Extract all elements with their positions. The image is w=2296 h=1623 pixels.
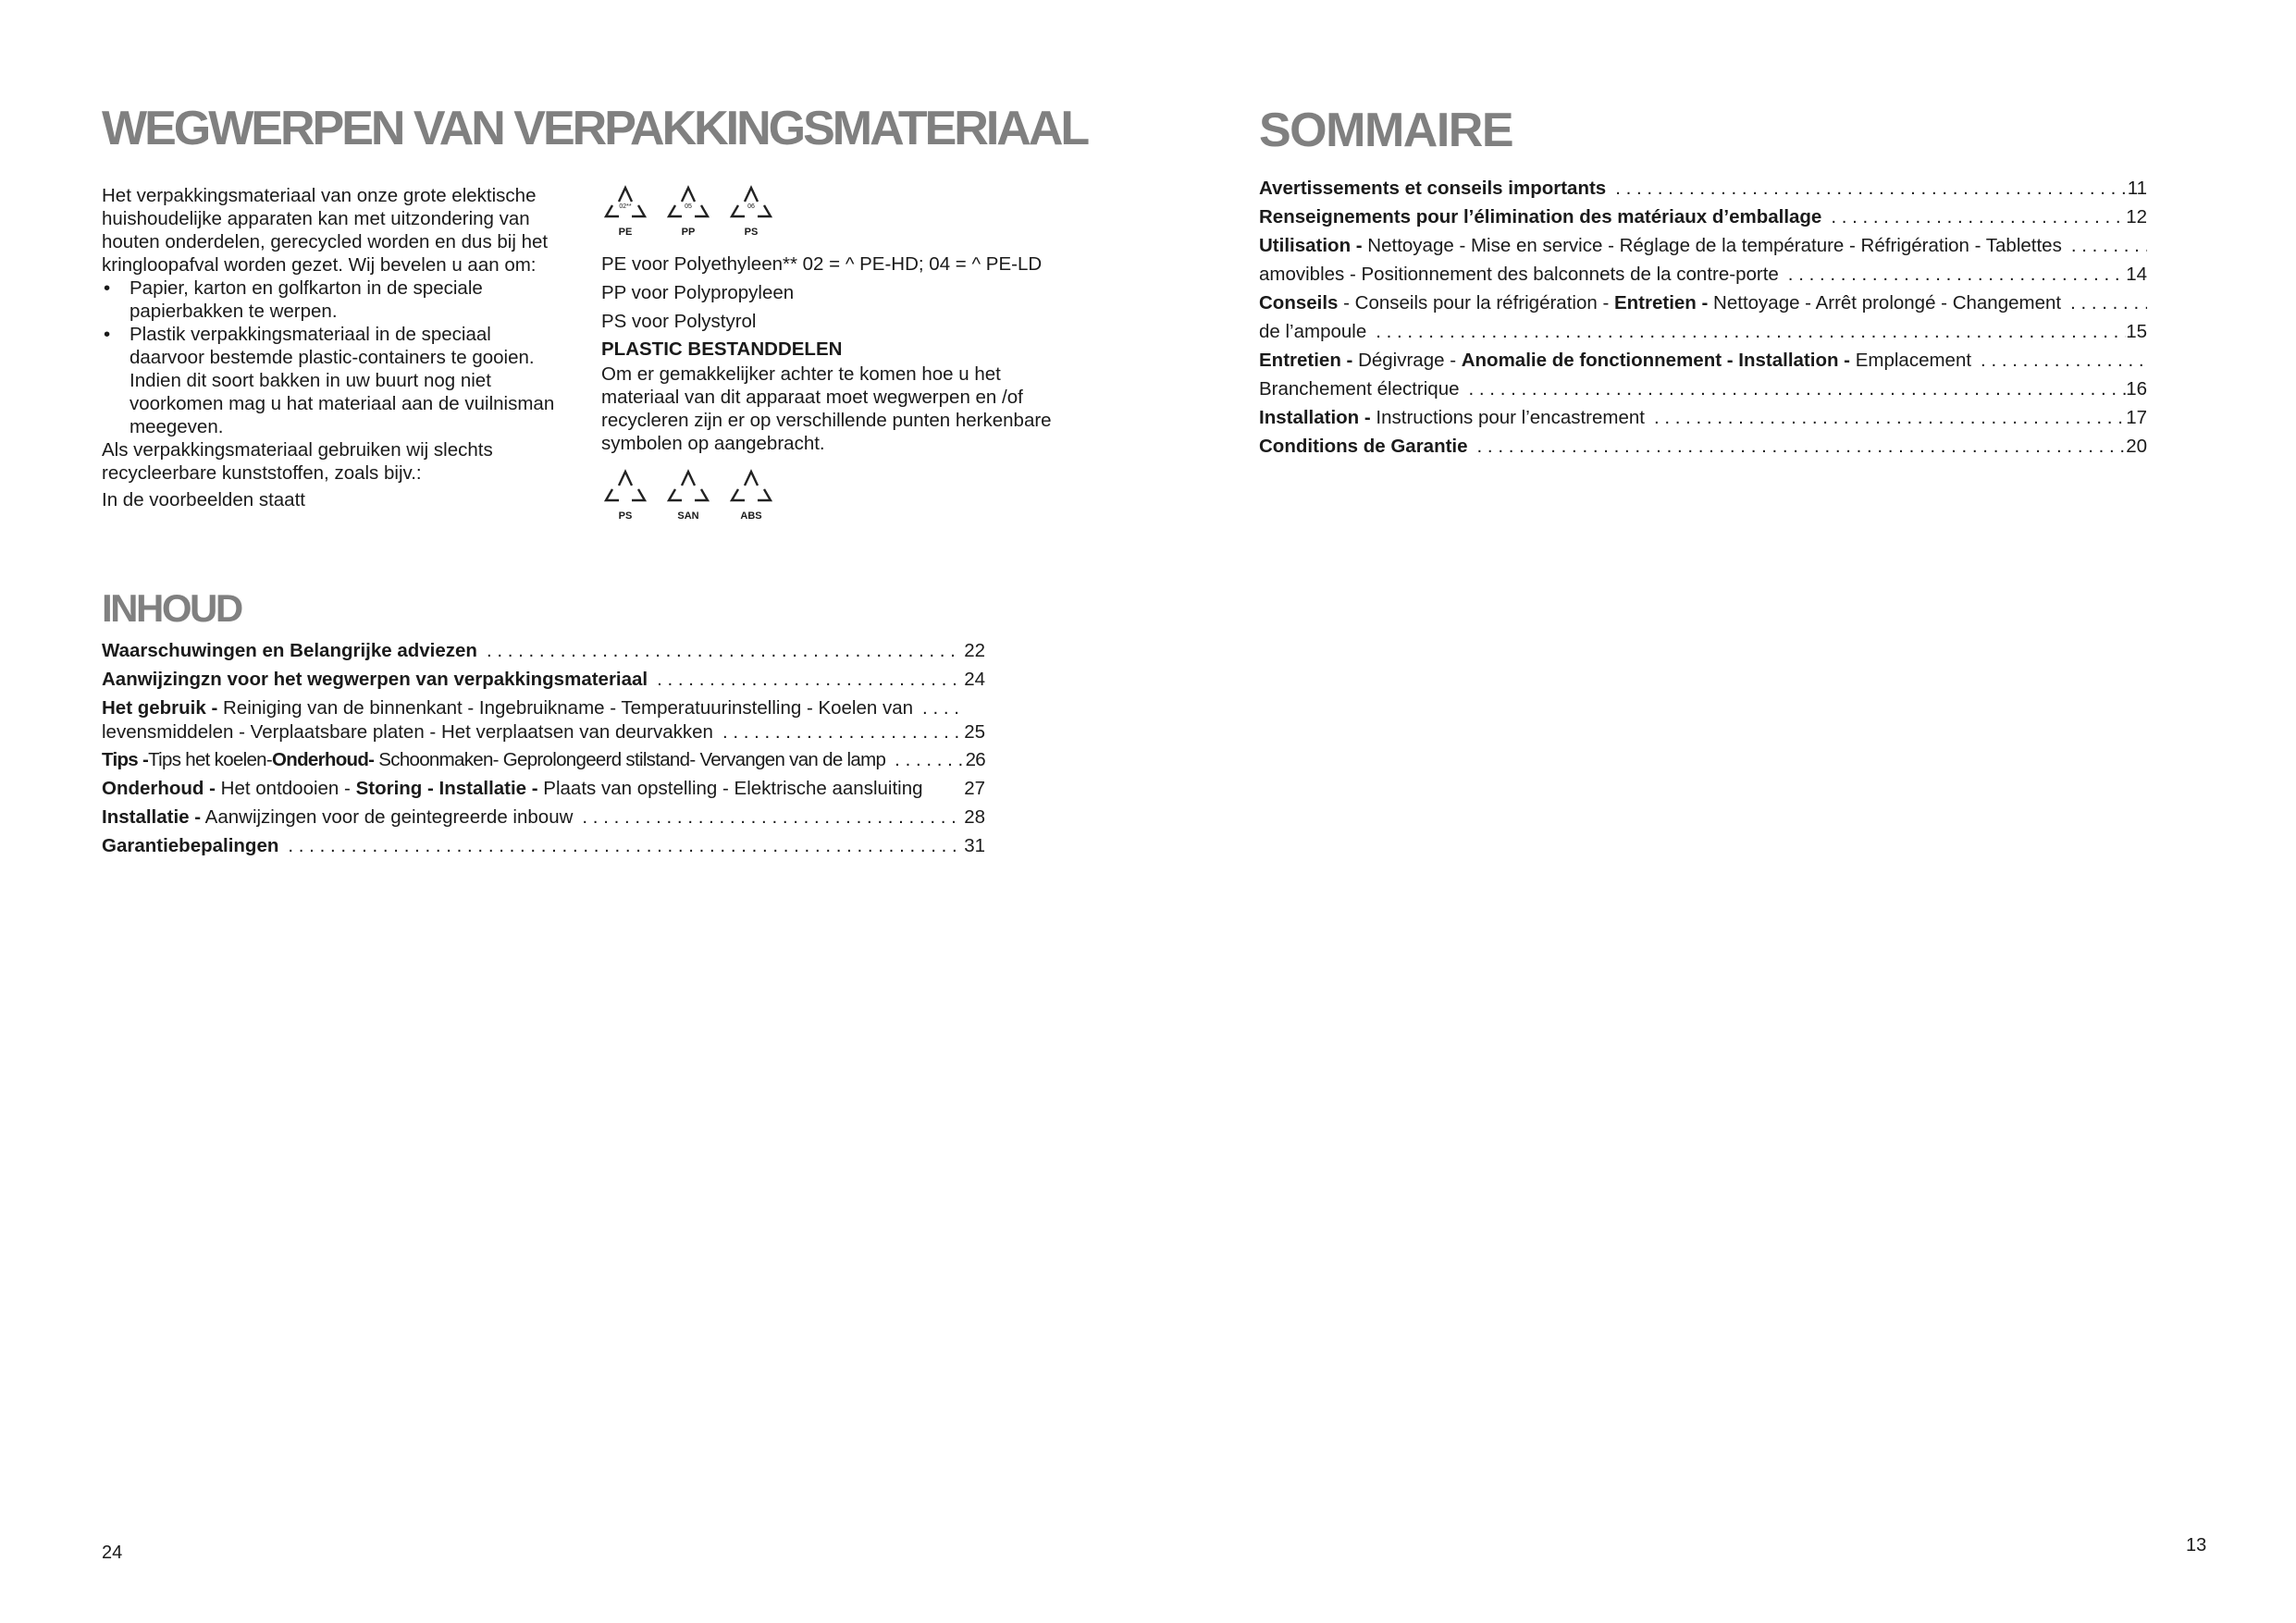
toc-label-text: Dégivrage - <box>1352 350 1462 371</box>
toc-label: Entretien - <box>1259 350 1353 371</box>
symbol-label: PS <box>618 510 633 522</box>
toc-page: 20 <box>2126 436 2147 457</box>
ps-line: PS voor Polystyrol <box>601 311 757 332</box>
toc-label-text: Tips het koelen- <box>148 749 272 770</box>
toc-row-continued[interactable] <box>1259 317 2147 346</box>
toc-page: 27 <box>964 778 985 799</box>
toc-page: 28 <box>964 806 985 828</box>
inhoud-title: INHOUD <box>102 586 241 630</box>
toc-label-text: levensmiddelen - Verplaatsbare platen - Het verplaatsen van deurvakken <box>102 721 713 743</box>
toc-row[interactable] <box>1259 403 2147 432</box>
toc-leader <box>657 665 960 694</box>
toc-label-text: de l’ampoule <box>1259 321 1367 342</box>
symbol-code: 02** <box>619 203 632 210</box>
toc-label: Installatie - <box>102 806 202 828</box>
toc-leader <box>582 803 960 831</box>
toc-label: Anomalie de fonctionnement - Installation - <box>1461 350 1851 371</box>
toc-row[interactable] <box>102 774 985 803</box>
toc-row[interactable] <box>1259 174 2147 203</box>
toc-page: 26 <box>965 749 985 770</box>
toc-page: 22 <box>964 640 985 661</box>
symbol-code: 06 <box>747 203 755 210</box>
toc-label: Tips - <box>102 749 149 770</box>
toc-leader <box>1469 375 2127 403</box>
toc-row[interactable] <box>102 636 985 665</box>
pp-line: PP voor Polypropyleen <box>601 282 795 303</box>
packaging-examples-note: In de voorbeelden staatt <box>102 489 305 510</box>
toc-page: 31 <box>964 835 985 856</box>
toc-page: 16 <box>2126 378 2147 400</box>
toc-leader <box>722 719 960 745</box>
toc-leader <box>1788 260 2126 289</box>
toc-label: Utilisation - <box>1259 235 1363 256</box>
toc-label-text: Reiniging van de binnenkant - Ingebruikname - Temperatuurinstelling - Koelen van <box>217 697 914 719</box>
toc-label: Conditions de Garantie <box>1259 436 1468 457</box>
toc-row-continued[interactable] <box>102 719 985 745</box>
recycle-abs-icon <box>727 467 775 526</box>
toc-leader <box>1981 346 2147 375</box>
symbol-label: ABS <box>740 510 762 522</box>
toc-label: Garantiebepalingen <box>102 835 279 856</box>
symbol-label: SAN <box>677 510 699 522</box>
toc-page: 17 <box>2126 407 2147 428</box>
symbol-label: PP <box>681 227 696 238</box>
toc-leader <box>1615 174 2128 203</box>
toc-page: 11 <box>2127 178 2147 199</box>
recycling-symbols-bottom <box>601 467 775 526</box>
left-page-number: 24 <box>102 1543 123 1563</box>
toc-label: Installation - <box>1259 407 1371 428</box>
toc-page: 24 <box>964 669 985 690</box>
toc-label: Conseils <box>1259 292 1339 314</box>
toc-label-text: Aanwijzingen voor de geintegreerde inbouw <box>201 806 574 828</box>
toc-label-text: Instructions pour l’encastrement <box>1370 407 1645 428</box>
toc-row[interactable] <box>102 803 985 831</box>
toc-row[interactable] <box>102 696 985 719</box>
toc-label: Storing - Installatie - <box>355 778 538 799</box>
toc-row[interactable] <box>1259 432 2147 461</box>
toc-label-text: Nettoyage - Arrêt prolongé - Changement <box>1708 292 2062 314</box>
toc-page: 12 <box>2126 206 2147 227</box>
list-item: • Plastik verpakkingsmateriaal in de speciaal daarvoor bestemde plastic-containers te gooien. Indien dit soort bakken in uw buurt nog niet voorkomen mag u hat materiaal aan de vuilnisman meegeven. <box>102 323 555 438</box>
toc-leader <box>895 745 961 774</box>
toc-leader <box>1654 403 2126 432</box>
recycle-ps-icon <box>601 467 649 526</box>
toc-row[interactable] <box>1259 289 2147 317</box>
symbol-code: 05 <box>685 203 692 210</box>
toc-label: Het gebruik - <box>102 697 218 719</box>
recycling-symbols-top <box>601 183 775 242</box>
toc-page: 25 <box>964 721 985 743</box>
toc-row-continued[interactable] <box>1259 260 2147 289</box>
packaging-text-column <box>102 184 555 511</box>
packaging-plastics-note: Als verpakkingsmateriaal gebruiken wij slechts recycleerbare kunststoffen, zoals bijv.: <box>102 439 493 484</box>
toc-label-text: - Conseils pour la réfrigération - <box>1338 292 1614 314</box>
packaging-intro: Het verpakkingsmateriaal van onze grote elektische huishoudelijke apparaten kan met uitzondering van houten onderdelen, gerecycled worden en dus bij het kringloopafval worden gezet. Wij bevelen u aan om: <box>102 185 549 276</box>
toc-label: Onderhoud- <box>272 749 375 770</box>
inhoud-toc <box>102 636 985 860</box>
recycle-pp-icon <box>664 183 712 242</box>
toc-page: 15 <box>2126 321 2147 342</box>
toc-row[interactable] <box>102 665 985 694</box>
toc-row[interactable] <box>102 745 985 774</box>
left-page-title: WEGWERPEN VAN VERPAKKINGSMATERIAAL <box>102 102 1088 155</box>
symbol-label: PS <box>744 227 759 238</box>
toc-label-text: amovibles - Positionnement des balconnets de la contre-porte <box>1259 264 1779 285</box>
toc-leader <box>2071 231 2147 260</box>
toc-label-text: Branchement électrique <box>1259 378 1460 400</box>
toc-leader <box>1477 432 2127 461</box>
symbol-label: PE <box>618 227 633 238</box>
toc-label-text: Emplacement <box>1850 350 1972 371</box>
toc-label: Aanwijzingzn voor het wegwerpen van verpakkingsmateriaal <box>102 669 648 690</box>
toc-row[interactable] <box>1259 346 2147 375</box>
toc-label-text: Schoonmaken- Geprolongeerd stilstand- Vervangen van de lamp <box>374 749 886 770</box>
toc-label: Avertissements et conseils importants <box>1259 178 1607 199</box>
toc-leader <box>487 636 960 665</box>
plastic-text-column <box>601 250 1064 455</box>
toc-label: Entretien - <box>1613 292 1709 314</box>
toc-label: Waarschuwingen en Belangrijke adviezen <box>102 640 477 661</box>
list-item: • Papier, karton en golfkarton in de speciale papierbakken te werpen. <box>102 277 555 323</box>
right-page-number: 13 <box>2186 1535 2207 1555</box>
toc-label-text: Nettoyage - Mise en service - Réglage de la température - Réfrigération - Tablettes <box>1362 235 2062 256</box>
pe-line: PE voor Polyethyleen** 02 = ^ PE-HD; 04 = ^ PE-LD <box>601 253 1043 275</box>
recycle-san-icon <box>664 467 712 526</box>
toc-row[interactable] <box>1259 203 2147 231</box>
plastic-heading: PLASTIC BESTANDDELEN <box>601 338 843 360</box>
toc-leader <box>2070 289 2147 317</box>
right-page-title: SOMMAIRE <box>1259 104 1512 157</box>
toc-label-text: Plaats van opstelling - Elektrische aansluiting <box>537 778 923 799</box>
sommaire-toc <box>1259 174 2147 461</box>
recycle-pe-icon <box>601 183 649 242</box>
toc-leader <box>1376 317 2126 346</box>
toc-leader <box>1831 203 2126 231</box>
toc-row[interactable] <box>1259 231 2147 260</box>
toc-label-text: Het ontdooien - <box>215 778 356 799</box>
toc-label: Onderhoud - <box>102 778 216 799</box>
recycle-ps-icon <box>727 183 775 242</box>
toc-page: 14 <box>2126 264 2147 285</box>
toc-label: Renseignements pour l’élimination des matériaux d’emballage <box>1259 206 1822 227</box>
toc-row[interactable] <box>102 831 985 860</box>
toc-leader <box>288 831 960 860</box>
toc-leader <box>922 696 965 719</box>
toc-row-continued[interactable] <box>1259 375 2147 403</box>
plastic-text: Om er gemakkelijker achter te komen hoe u het materiaal van dit apparaat moet wegwerpen en /of recycleren zijn er op verschillende punten herkenbare symbolen op aangebracht. <box>601 363 1052 454</box>
